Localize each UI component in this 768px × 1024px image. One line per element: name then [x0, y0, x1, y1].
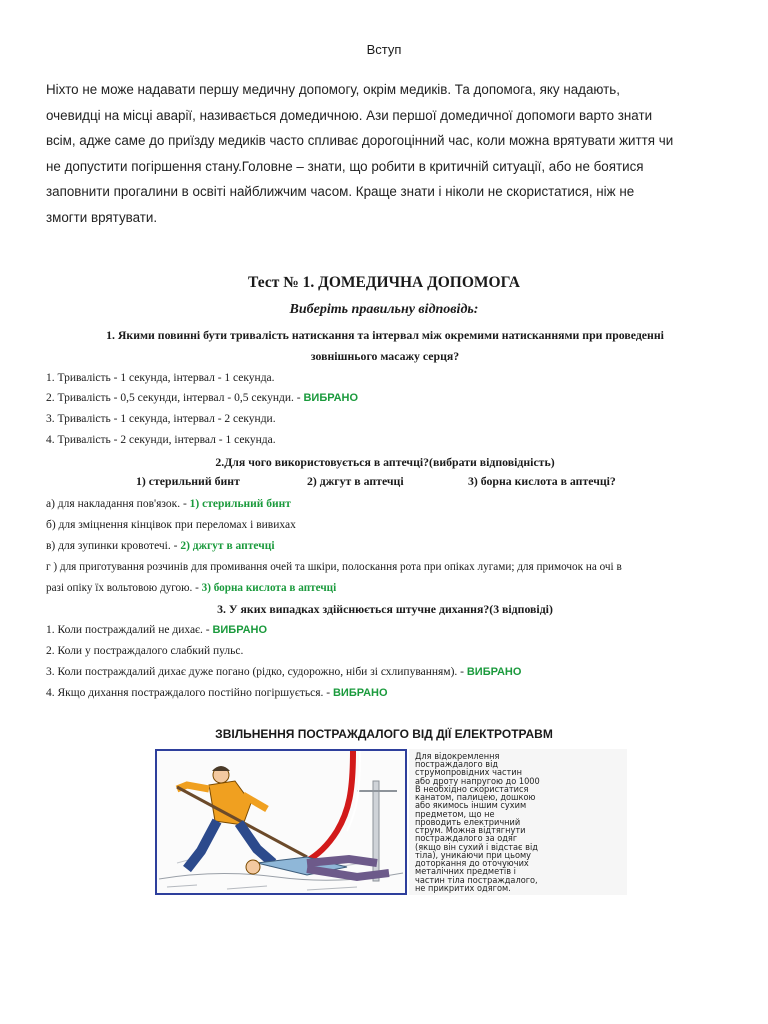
intro-line: змогти врятувати.: [46, 209, 158, 225]
question-1-title: [40, 325, 730, 366]
caption-line: канатом, палицею, дошкою: [415, 792, 536, 803]
caption-line: предметом, що не: [415, 808, 495, 819]
answer-text: в) для зупинки кровотечі. -: [46, 540, 181, 552]
answer-text: 3. Коли постраждалий дихає дуже погано (рідко, судорожно, ніби зі схлипуванням). -: [46, 666, 467, 678]
caption-line: не прикритих одягом.: [415, 882, 511, 893]
answer-text: 2. Тривалість - 0,5 секунди, інтервал - 0,5 секунди. -: [46, 392, 304, 404]
caption-line: постраждалого за одяг: [415, 833, 518, 844]
question-3-answer-4: [46, 683, 726, 704]
test-instruction: Виберіть правильну відповідь:: [289, 302, 479, 317]
question-3-answer-2: 2. Коли у постраждалого слабкий пульс.: [46, 645, 244, 657]
answer-match: 1) стерильний бинт: [189, 498, 291, 510]
option-bandage: 1) стерильний бинт: [136, 474, 240, 488]
question-3-title: 3. У яких випадках здійснюється штучне дихання?(3 відповіді): [217, 602, 553, 616]
intro-line: всім, адже саме до приїзду медиків часто спливає дорогоцінний час, коли можна врятувати життя чи: [46, 133, 674, 148]
selected-badge: ВИБРАНО: [303, 392, 359, 404]
question-1-answer-3: 3. Тривалість - 1 секунда, інтервал - 2 секунди.: [46, 413, 276, 425]
question-2-answer-b: б) для зміцнення кінцівок при переломах і вивихах: [46, 519, 296, 531]
answer-text: 1. Коли постраждалий не дихає. -: [46, 624, 213, 636]
answer-match: 3) борна кислота в аптечці: [201, 581, 337, 594]
question-2-answer-d: [46, 557, 726, 598]
rescue-scene-picture: [155, 749, 407, 895]
caption-line: металічних предметів і: [415, 866, 516, 877]
intro-line: заповнити прогалини в освіті найближчим часом. Краще знати і ніколи не скористатися, ніж не: [46, 184, 635, 199]
question-2-title: 2.Для чого використовується в аптечці?(вибрати відповідність): [215, 455, 555, 469]
rescue-scene-drawing: [157, 751, 405, 893]
question-1-answer-2: [46, 388, 726, 409]
question-3-answer-3: [46, 662, 726, 683]
answer-text: 4. Якщо дихання постраждалого постійно погіршується. -: [46, 687, 333, 699]
question-2-options: [0, 474, 768, 494]
question-1-title-line: 1. Якими повинні бути тривалість натискання та інтервал між окремими натисканнями при проведенні: [106, 328, 664, 342]
answer-text: г ) для приготування розчинів для промивання очей та шкіри, полоскання рота при опіках лугами; для примочок на очі в: [46, 561, 622, 573]
caption-line: В необхідно скористатися: [415, 783, 529, 794]
intro-title: Вступ: [366, 42, 402, 57]
answer-text: разі опіку їх вольтовою дугою. -: [46, 581, 202, 594]
option-boric-acid: 3) борна кислота в аптечці?: [468, 474, 616, 488]
question-2-answer-a: [46, 494, 726, 515]
caption-line: або дроту напругою до 1000: [415, 775, 540, 786]
caption-line: (якщо він сухий і відстає від: [415, 841, 538, 852]
electrocution-rescue-illustration: [155, 749, 627, 897]
question-1-answer-1: 1. Тривалість - 1 секунда, інтервал - 1 секунда.: [46, 372, 275, 384]
question-1-title-line: зовнішнього масажу серця?: [310, 348, 460, 363]
caption-line: або якимось іншим сухим: [415, 800, 527, 811]
rescue-instruction-caption: [409, 749, 627, 895]
intro-line: Ніхто не може надавати першу медичну допомогу, окрім медиків. Та допомога, яку надають,: [46, 82, 621, 97]
answer-match: 2) джгут в аптечці: [180, 540, 275, 552]
caption-line: доторкання до оточуючих: [415, 858, 529, 869]
answer-text: а) для накладання пов'язок. -: [46, 498, 190, 510]
selected-badge: ВИБРАНО: [466, 666, 522, 678]
question-3-answer-1: [46, 620, 726, 641]
test-title: Тест № 1. ДОМЕДИЧНА ДОПОМОГА: [248, 274, 520, 291]
caption-line: проводить електричний: [415, 816, 521, 827]
caption-line: струмопровідних частин: [415, 767, 523, 778]
intro-paragraph: [46, 77, 726, 230]
question-2-answer-c: [46, 536, 726, 557]
intro-line: не допустити погіршення стану.Головне – знати, що робити в критичній ситуації, або не боятися: [46, 158, 644, 174]
caption-line: струм. Можна відтягнути: [415, 825, 526, 836]
selected-badge: ВИБРАНО: [332, 687, 388, 699]
option-tourniquet: 2) джгут в аптечці: [307, 474, 404, 488]
section-title: ЗВІЛЬНЕННЯ ПОСТРАЖДАЛОГО ВІД ДІЇ ЕЛЕКТРОТРАВМ: [215, 727, 553, 741]
question-1-answer-4: 4. Тривалість - 2 секунди, інтервал - 1 секунда.: [46, 434, 276, 446]
caption-line: тіла), уникаючи при цьому: [415, 849, 532, 860]
caption-line: частин тіла постраждалого,: [415, 874, 538, 885]
selected-badge: ВИБРАНО: [212, 624, 268, 636]
intro-line: очевидці на місці аварії, називається домедичною. Ази першої домедичної допомоги варто знати: [46, 107, 653, 123]
caption-line: Для відокремлення: [415, 751, 500, 761]
caption-line: постраждалого від: [415, 759, 499, 770]
